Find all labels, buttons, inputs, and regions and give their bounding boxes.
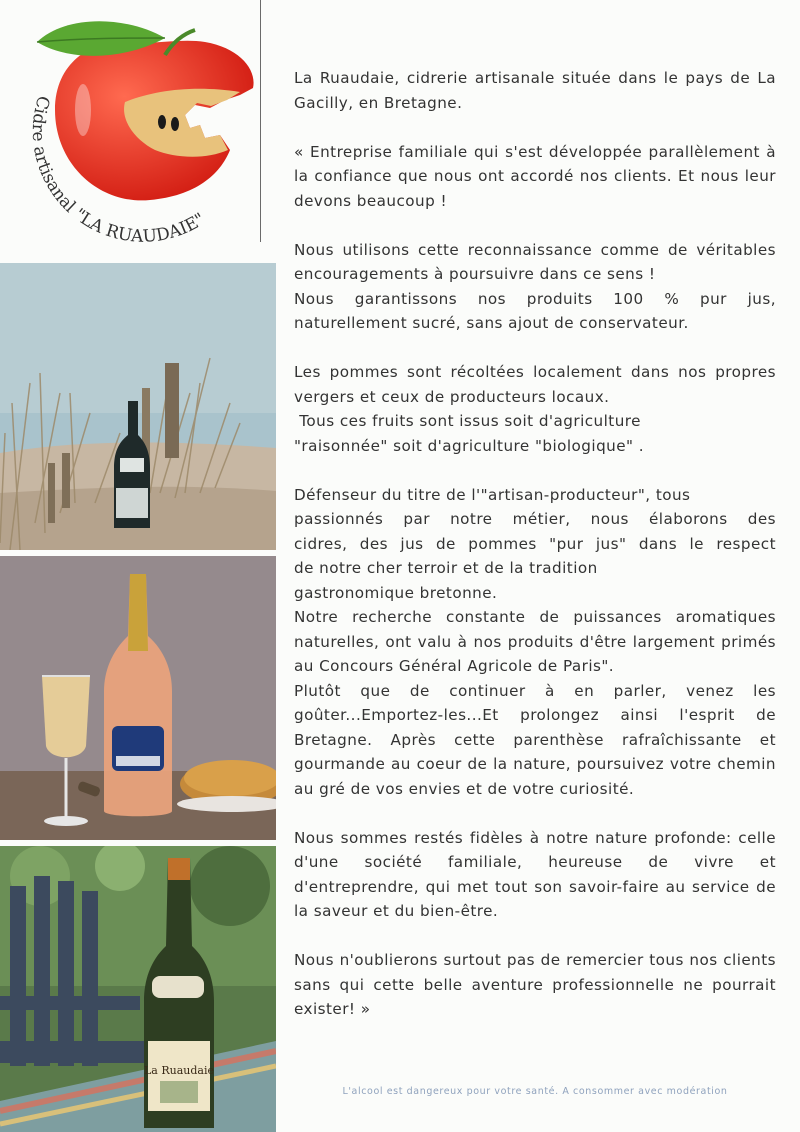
- photo-bottle-glass: [0, 556, 276, 840]
- paragraph-visit: Plutôt que de continuer à en parler, venez les goûter...Emportez-les...Et prolongez ainsi l'esprit de Bretagne. Après cette parenthèse rafraîchissante et gourmande au coeur de la nature, poursuivez votre chemin au gré de vos envies et de votre curiosité.: [294, 681, 776, 798]
- text-apples-harvest: Les pommes sont récoltées localement dans nos propres vergers et ceux de producteurs locaux.: [294, 363, 776, 406]
- svg-text:La Ruaudaie: La Ruaudaie: [144, 1064, 214, 1077]
- paragraph-awards: Notre recherche constante de puissances aromatiques naturelles, ont valu à nos produits d'être largement primés au Concours Général Agricole de Paris".: [294, 608, 776, 675]
- paragraph-recognition: [294, 238, 776, 336]
- paragraph-artisan: [294, 483, 776, 606]
- text-artisan-line4: de notre cher terroir et de la tradition: [294, 559, 598, 577]
- text-artisan-line3: cidres, des jus de pommes "pur jus" dans le respect: [294, 534, 776, 553]
- bottle-in-dunes-photo-icon: [0, 263, 276, 550]
- text-guarantee: Nous garantissons nos produits 100 % pur jus, naturellement sucré, sans ajout de conservateur.: [294, 289, 776, 332]
- paragraph-thanks: Nous n'oublierons surtout pas de remercier tous nos clients sans qui cette belle aventure professionnelle ne pourrait exister! »: [294, 951, 776, 1018]
- text-artisan-line1: Défenseur du titre de l'"artisan-producteur", tous: [294, 485, 691, 504]
- text-recognition: Nous utilisons cette reconnaissance comme de véritables encouragements à poursuivre dans ce sens !: [294, 240, 776, 283]
- text-apples-origin-line2: "raisonnée" soit d'agriculture "biologique" .: [294, 436, 645, 455]
- logo: [15, 0, 261, 242]
- la-ruaudaie-bottle-garden-photo-icon: [0, 846, 276, 1132]
- text-artisan-line2: passionnés par notre métier, nous élaborons des: [294, 510, 776, 528]
- paragraph-apples: [294, 360, 776, 458]
- paragraph-family-business: « Entreprise familiale qui s'est développée parallèlement à la confiance que nous ont accordé nos clients. Et nous leur devons beaucoup !: [294, 142, 776, 210]
- photo-bottle-garden: [0, 846, 276, 1132]
- logo-brand-text: Cidre artisanal "LA RUAUDAIE": [27, 93, 209, 242]
- apple-logo-icon: [15, 0, 260, 242]
- main-text: [294, 66, 776, 1046]
- text-apples-origin-line1: Tous ces fruits sont issus soit d'agriculture: [294, 412, 641, 430]
- text-artisan-line5: gastronomique bretonne.: [294, 583, 498, 602]
- photo-bottle-dunes: [0, 263, 276, 550]
- health-notice: L'alcool est dangereux pour votre santé. A consommer avec modération: [342, 1086, 728, 1097]
- paragraph-intro: La Ruaudaie, cidrerie artisanale située dans le pays de La Gacilly, en Bretagne.: [294, 69, 776, 112]
- paragraph-values: Nous sommes restés fidèles à notre nature profonde: celle d'une société familiale, heureuse de vivre et d'entreprendre, qui met tout son savoir-faire au service de la saveur et du bien-être.: [294, 828, 776, 920]
- cider-bottle-glass-galette-photo-icon: [0, 556, 276, 840]
